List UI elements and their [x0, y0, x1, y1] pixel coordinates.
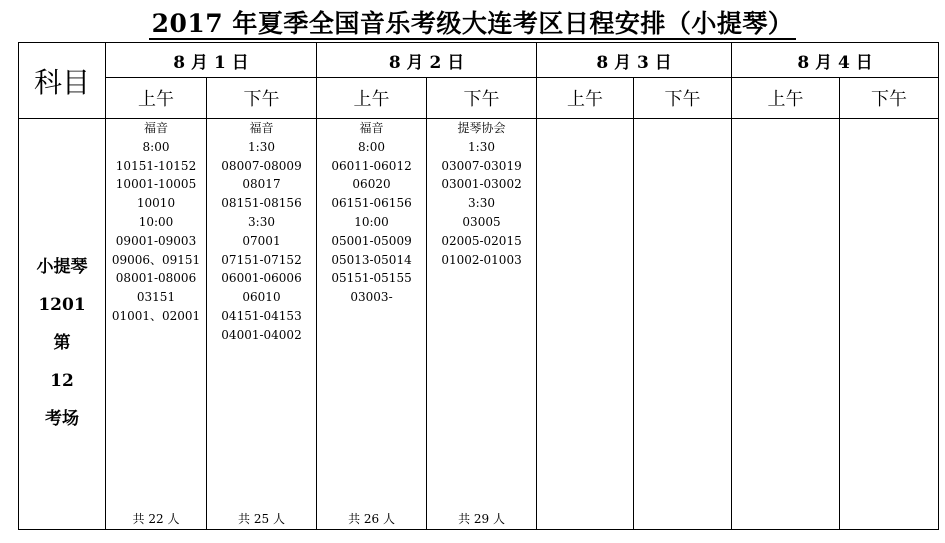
- session-cell: [634, 119, 732, 530]
- session-line: 提琴协会: [457, 121, 506, 135]
- half-day-header: 上午: [317, 78, 427, 119]
- session-line: 02005-02015: [441, 233, 522, 248]
- session-line: 福音: [359, 121, 384, 135]
- session-line: 07151-07152: [221, 252, 302, 267]
- session-content: [317, 119, 426, 529]
- session-list: [732, 119, 839, 529]
- session-line: 05001-05009: [331, 233, 412, 248]
- session-line: 10:00: [138, 214, 174, 229]
- half-day-header: 下午: [840, 78, 939, 119]
- session-content: [840, 119, 938, 529]
- session-line: 8:00: [142, 139, 170, 154]
- session-line: 03001-03002: [441, 177, 522, 192]
- session-cell: [537, 119, 634, 530]
- session-line: 06010: [242, 290, 281, 305]
- session-line: 8:00: [358, 139, 385, 154]
- session-line: 08007-08009: [221, 158, 302, 173]
- session-line: 06020: [352, 177, 391, 192]
- total-count: 共 29 人: [458, 512, 505, 526]
- session-line: 05013-05014: [331, 252, 412, 267]
- subject-cell: [19, 119, 106, 530]
- total-count: 共 22 人: [132, 512, 180, 526]
- session-list: [427, 119, 536, 529]
- session-line: 06001-06006: [221, 271, 302, 286]
- session-line: 07001: [242, 233, 281, 248]
- half-day-header: 下午: [207, 78, 317, 119]
- session-line: 福音: [249, 121, 274, 135]
- subject-line: 1201: [38, 295, 86, 315]
- session-line: 03003-: [350, 290, 393, 305]
- session-line: 03007-03019: [441, 158, 522, 173]
- date-header: 8 月 1 日: [106, 43, 317, 78]
- subject-line: 考场: [45, 409, 79, 429]
- date-header: 8 月 2 日: [317, 43, 537, 78]
- session-cell: [732, 119, 840, 530]
- session-line: 08017: [242, 177, 281, 192]
- session-line: 1:30: [248, 139, 275, 154]
- session-line: 10001-10005: [115, 177, 197, 192]
- session-line: 3:30: [468, 196, 495, 211]
- session-line: 03151: [136, 290, 176, 305]
- session-line: 01002-01003: [441, 252, 522, 267]
- session-cell: [207, 119, 317, 530]
- subject-line: 第: [53, 333, 71, 353]
- half-day-header: 上午: [732, 78, 840, 119]
- session-line: 06011-06012: [331, 158, 412, 173]
- session-cell: [317, 119, 427, 530]
- session-content: [106, 119, 206, 529]
- session-line: 10010: [136, 196, 176, 211]
- session-content: [207, 119, 316, 529]
- session-content: [732, 119, 839, 529]
- session-list: [317, 119, 426, 529]
- subject-header: 科目: [19, 43, 106, 119]
- session-line: 10151-10152: [115, 158, 197, 173]
- half-day-header: 下午: [634, 78, 732, 119]
- session-content: [537, 119, 633, 529]
- session-line: 08001-08006: [115, 271, 197, 286]
- total-count: 共 25 人: [238, 512, 285, 526]
- half-day-header: 上午: [106, 78, 207, 119]
- subject-line: 12: [50, 371, 74, 391]
- date-header: 8 月 3 日: [537, 43, 732, 78]
- session-line: 1:30: [468, 139, 495, 154]
- total-count: 共 26 人: [348, 512, 395, 526]
- half-day-header-row: [19, 78, 939, 119]
- subject-line: 小提琴: [36, 257, 88, 277]
- session-list: [537, 119, 633, 529]
- session-line: 10:00: [354, 214, 389, 229]
- session-line: 01001、02001: [111, 308, 201, 323]
- session-line: 05151-05155: [331, 271, 412, 286]
- session-list: [106, 119, 206, 529]
- session-line: 06151-06156: [331, 196, 412, 211]
- session-line: 3:30: [248, 214, 275, 229]
- page-title: 2017 年夏季全国音乐考级大连考区日程安排（小提琴）: [0, 4, 945, 40]
- session-line: 04001-04002: [221, 327, 302, 342]
- half-day-header: 下午: [427, 78, 537, 119]
- session-list: [634, 119, 731, 529]
- session-line: 08151-08156: [221, 196, 302, 211]
- session-content: [427, 119, 536, 529]
- session-line: 09006、09151: [111, 252, 201, 267]
- session-line: 03005: [462, 214, 501, 229]
- session-cell: [106, 119, 207, 530]
- schedule-body-row: [19, 119, 939, 530]
- session-content: [634, 119, 731, 529]
- date-header: 8 月 4 日: [732, 43, 939, 78]
- half-day-header: 上午: [537, 78, 634, 119]
- schedule-table: [18, 42, 939, 530]
- session-line: 09001-09003: [115, 233, 197, 248]
- session-list: [840, 119, 938, 529]
- date-header-row: [19, 43, 939, 78]
- session-cell: [427, 119, 537, 530]
- session-cell: [840, 119, 939, 530]
- session-line: 福音: [143, 121, 168, 135]
- session-list: [207, 119, 316, 529]
- session-line: 04151-04153: [221, 308, 302, 323]
